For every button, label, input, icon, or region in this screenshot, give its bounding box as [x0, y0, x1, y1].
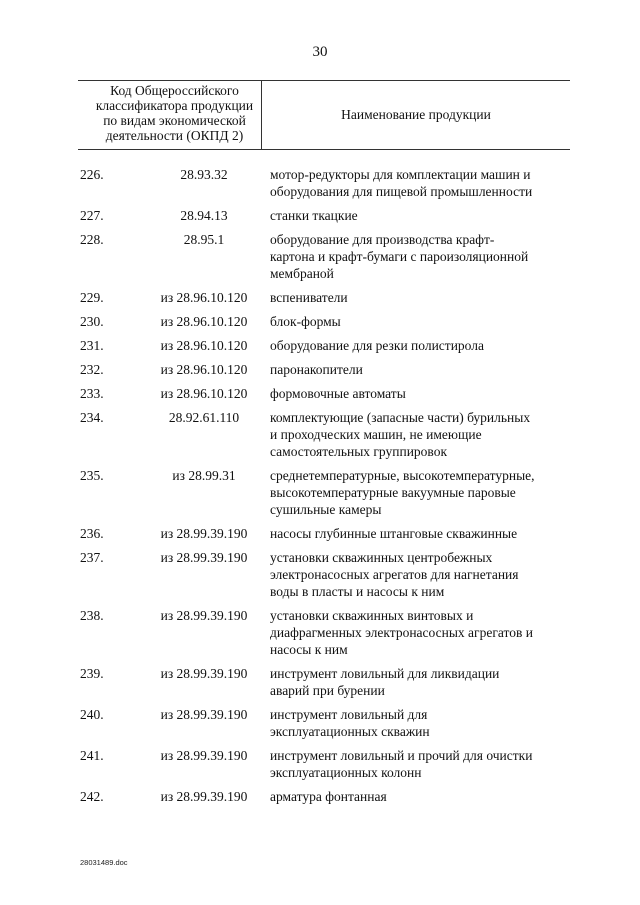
row-name: мотор-редукторы для комплектации машин и оборудования для пищевой промышленности: [270, 167, 533, 199]
row-code: из 28.96.10.120: [160, 362, 248, 377]
table-row: [78, 361, 570, 378]
table-row: [78, 525, 570, 542]
table-body: [78, 166, 570, 812]
header-code-column: Код Общероссийского классификатора продукции по видам экономической деятельности (ОКПД 2): [78, 81, 262, 149]
row-name: инструмент ловильный для эксплуатационных скважин: [270, 707, 430, 739]
row-number: 230.: [80, 314, 104, 329]
row-name: арматура фонтанная: [270, 789, 387, 804]
row-number: 240.: [80, 707, 104, 722]
row-name: паронакопители: [270, 362, 363, 377]
table-row: [78, 607, 570, 658]
table-row: [78, 706, 570, 740]
row-name: формовочные автоматы: [270, 386, 406, 401]
row-code: из 28.99.39.190: [160, 666, 248, 681]
table-header: [78, 80, 570, 150]
row-name: станки ткацкие: [270, 208, 358, 223]
row-name: установки скважинных винтовых и диафрагменных электронасосных агрегатов и насосы к ним: [270, 608, 533, 657]
row-name: оборудование для производства крафт- картона и крафт-бумаги с пароизоляционной мембраной: [270, 232, 529, 281]
row-code: из 28.99.39.190: [160, 789, 248, 804]
table-row: [78, 788, 570, 805]
table-row: [78, 747, 570, 781]
row-number: 227.: [80, 208, 104, 223]
row-name: среднетемпературные, высокотемпературные, высокотемпературные вакуумные паровые сушильные камеры: [270, 468, 535, 517]
row-code: из 28.99.39.190: [160, 707, 248, 722]
row-number: 239.: [80, 666, 104, 681]
row-name: инструмент ловильный для ликвидации аварий при бурении: [270, 666, 500, 698]
row-number: 242.: [80, 789, 104, 804]
row-code: из 28.96.10.120: [160, 386, 248, 401]
row-code: из 28.99.39.190: [160, 550, 248, 565]
row-name: вспениватели: [270, 290, 348, 305]
row-number: 228.: [80, 232, 104, 247]
row-name: комплектующие (запасные части) бурильных и проходческих машин, не имеющие самостоятельных группировок: [270, 410, 531, 459]
header-name-column: Наименование продукции: [341, 107, 491, 122]
row-name: установки скважинных центробежных электронасосных агрегатов для нагнетания воды в пласты и насосы к ним: [270, 550, 519, 599]
row-code: из 28.99.39.190: [160, 526, 248, 541]
row-number: 235.: [80, 468, 104, 483]
row-code: из 28.99.39.190: [160, 608, 248, 623]
row-number: 233.: [80, 386, 104, 401]
row-name: блок-формы: [270, 314, 341, 329]
row-code: 28.93.32: [180, 167, 228, 182]
row-name: инструмент ловильный и прочий для очистки эксплуатационных колонн: [270, 748, 533, 780]
row-number: 232.: [80, 362, 104, 377]
row-code: из 28.96.10.120: [160, 338, 248, 353]
row-name: насосы глубинные штанговые скважинные: [270, 526, 518, 541]
table-row: [78, 166, 570, 200]
row-number: 238.: [80, 608, 104, 623]
row-number: 241.: [80, 748, 104, 763]
table-row: [78, 467, 570, 518]
table-row: [78, 385, 570, 402]
row-code: 28.95.1: [183, 232, 225, 247]
table-row: [78, 207, 570, 224]
row-name: оборудование для резки полистирола: [270, 338, 484, 353]
row-number: 236.: [80, 526, 104, 541]
row-code: из 28.99.39.190: [160, 748, 248, 763]
row-code: из 28.99.31: [172, 468, 236, 483]
row-code: 28.92.61.110: [168, 410, 240, 425]
row-code: 28.94.13: [180, 208, 228, 223]
page-number: 30: [312, 44, 328, 60]
table-row: [78, 289, 570, 306]
row-code: из 28.96.10.120: [160, 314, 248, 329]
table-row: [78, 549, 570, 600]
table-row: [78, 409, 570, 460]
row-number: 231.: [80, 338, 104, 353]
table-row: [78, 337, 570, 354]
row-code: из 28.96.10.120: [160, 290, 248, 305]
row-number: 234.: [80, 410, 104, 425]
table-row: [78, 313, 570, 330]
table-row: [78, 665, 570, 699]
table-row: [78, 231, 570, 282]
row-number: 226.: [80, 167, 104, 182]
row-number: 229.: [80, 290, 104, 305]
row-number: 237.: [80, 550, 104, 565]
footer-filename: 28031489.doc: [80, 858, 128, 867]
